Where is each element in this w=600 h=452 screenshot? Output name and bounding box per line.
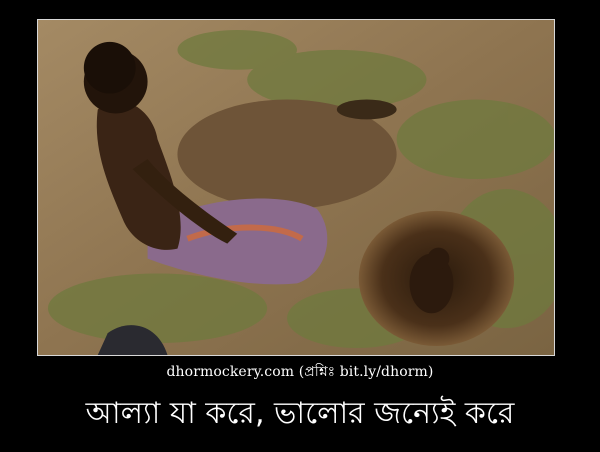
poster-photo-frame: [37, 19, 555, 356]
credit-line: dhormockery.com (প্রশ্নিঃ bit.ly/dhorm): [166, 364, 434, 380]
poster-caption: আল্যা যা করে, ভালোর জন্যেই করে: [85, 396, 515, 431]
poster-photo: [38, 20, 554, 355]
small-hole: [337, 100, 397, 120]
